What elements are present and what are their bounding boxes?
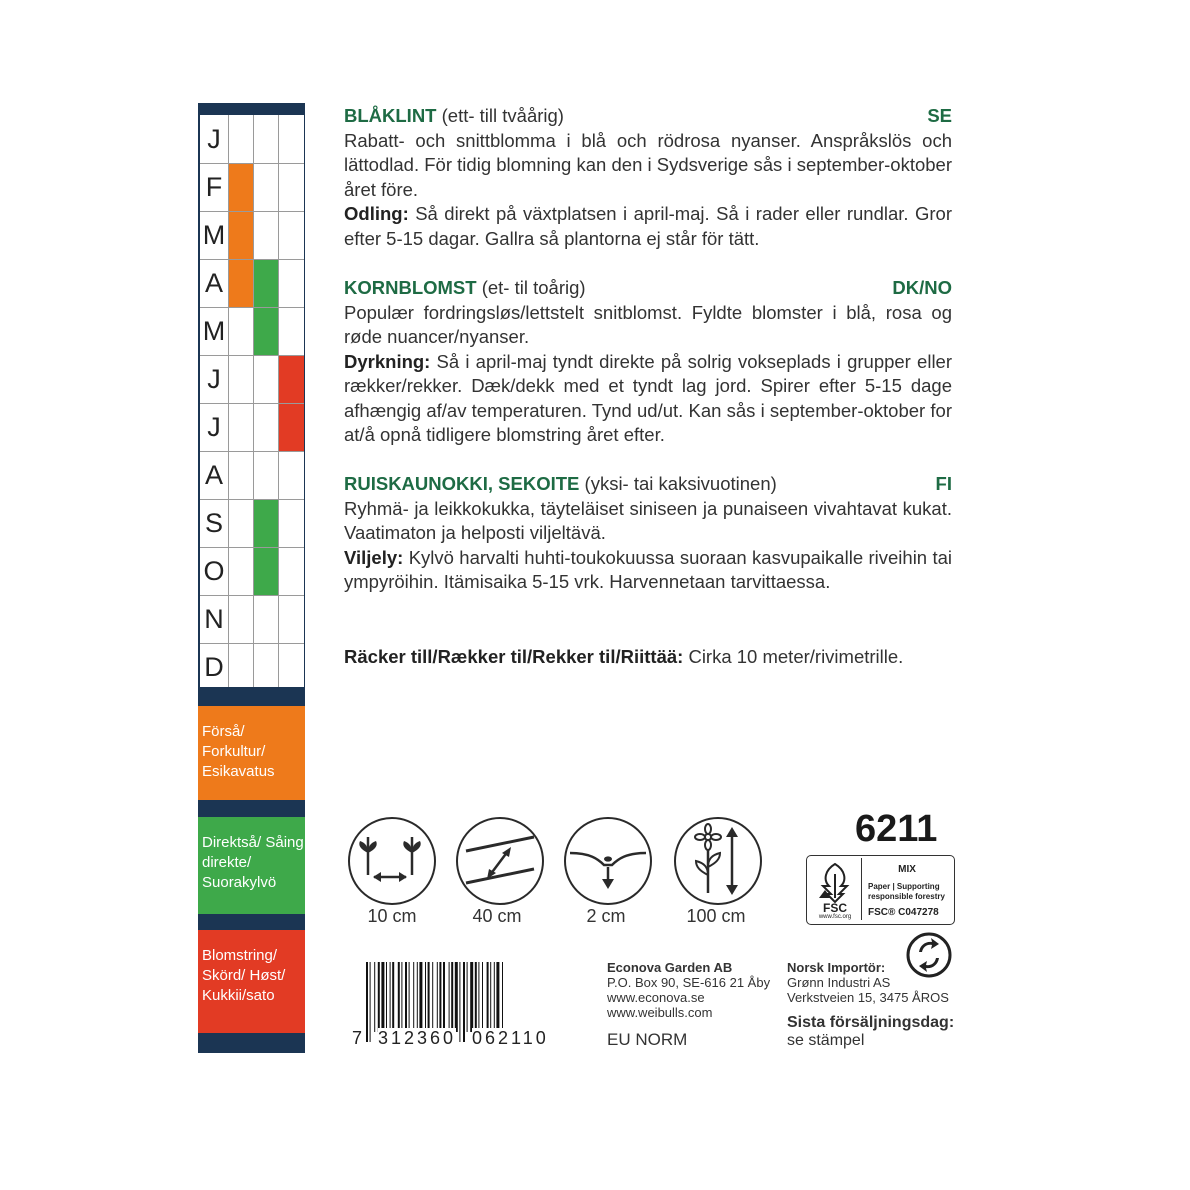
section-title: RUISKAUNOKKI, SEKOITE [344, 473, 580, 494]
barcode-bar [374, 962, 375, 1032]
month-may: M [202, 316, 226, 346]
grid-line [253, 115, 254, 687]
sowing-depth-icon [562, 815, 654, 907]
section-finnish [344, 472, 952, 595]
cultivation-text [344, 546, 952, 595]
barcode-bar [443, 962, 445, 1032]
sowing-calendar [200, 115, 304, 687]
barcode-bar [398, 962, 400, 1032]
plant-spacing-label: 10 cm [367, 906, 417, 926]
sell-by-value: se stämpel [787, 1032, 865, 1049]
legend-bloom: Blomstring/ Skörd/ Høst/ Kukkii/sato [198, 930, 305, 1033]
month-apr: A [204, 268, 223, 298]
barcode-bar [502, 962, 503, 1032]
barcode-bar [455, 962, 458, 1032]
barcode-left-group: 312360 [378, 1028, 457, 1048]
barcode-bar [390, 962, 391, 1032]
sell-by-label: Sista försäljningsdag: [787, 1014, 955, 1031]
fsc-info [861, 858, 952, 920]
month-feb: F [205, 172, 223, 202]
barcode-bar [392, 962, 394, 1032]
barcode-first-digit: 7 [352, 1028, 363, 1048]
section-subtitle: (et- til toårig) [481, 277, 586, 298]
barcode-bar [459, 962, 460, 1042]
company-website-econova: www.econova.se [607, 990, 705, 1005]
barcode-bar [439, 962, 441, 1032]
barcode-bar [478, 962, 479, 1032]
barcode-bar [425, 962, 426, 1032]
fsc-site: www.fsc.org [818, 914, 852, 920]
company-info [607, 960, 782, 1020]
cultivation-body: Så direkt på växtplatsen i april-maj. Så i rader eller rundlar. Gror efter 5-15 dagar. Gallra så plantorna ej står för tätt. [344, 203, 953, 249]
month-sep: S [204, 508, 223, 538]
plant-height-label: 100 cm [686, 906, 746, 926]
language-code: FI [935, 473, 952, 494]
month-jan: J [207, 124, 221, 154]
section-heading [344, 472, 952, 497]
fsc-forestry-line: responsible forestry [868, 892, 945, 901]
month-jul: J [207, 412, 221, 442]
grid-line [278, 115, 279, 687]
fsc-tree-logo [813, 860, 857, 920]
company-name: Econova Garden AB [607, 960, 733, 975]
language-code: SE [927, 105, 952, 126]
row-spacing-label: 40 cm [472, 906, 522, 926]
importer-info [787, 960, 962, 1005]
section-danish-norwegian [344, 276, 952, 448]
sell-by-info [787, 1014, 954, 1050]
company-address: P.O. Box 90, SE-616 21 Åby [607, 975, 771, 990]
importer-name: Grønn Industri AS [787, 975, 891, 990]
cultivation-label: Viljely: [344, 546, 404, 568]
cultivation-body: Så i april-maj tyndt direkte på solrig vokseplads i grupper eller rækker/rekker. Dæk/dekk med et tyndt lag jord. Spirer efter 5-15 dage afhængig af/av temperaturen. Tynd ud/ut. Kan sås i september-oktober for at/å opnå tidligere blomstring året efter. [344, 350, 953, 445]
product-code: 6211 [855, 808, 938, 850]
company-website-weibulls: www.weibulls.com [607, 1005, 713, 1020]
barcode-bar [378, 962, 380, 1032]
row-spacing-icon [454, 815, 546, 907]
language-code: DK/NO [892, 277, 952, 298]
barcode-bar [470, 962, 473, 1032]
barcode-bar [413, 962, 414, 1032]
cultivation-body: Kylvö harvalti huhti-toukokuussa suoraan kasvupaikalle riveihin tai ympyröihin. Itämisaika 5-15 vrk. Harvennetaan tarvittaessa. [344, 546, 952, 592]
barcode [352, 962, 574, 1052]
description: Ryhmä- ja leikkokukka, täyteläiset siniseen ja punaiseen vivahtavat kukat. Vaatimaton ja helposti viljeltävä. [344, 497, 952, 543]
barcode-bar [428, 962, 430, 1032]
barcode-bar [432, 962, 433, 1032]
barcode-bar [437, 962, 438, 1032]
barcode-bar [487, 962, 489, 1032]
cultivation-text [344, 350, 952, 448]
presow-bar [228, 163, 253, 307]
coverage-label: Räcker till/Rækker til/Rekker til/Riittää: [344, 646, 684, 667]
barcode-bar [417, 962, 418, 1032]
fsc-label [806, 855, 955, 925]
month-oct: O [203, 556, 225, 586]
month-mar: M [202, 220, 226, 250]
barcode-bar [405, 962, 407, 1032]
barcode-bar [366, 962, 368, 1042]
barcode-bar [401, 962, 402, 1032]
section-subtitle: (yksi- tai kaksivuotinen) [584, 473, 777, 494]
legend-direct-sow: Direktså/ Såing direkte/ Suorakylvö [198, 817, 305, 914]
section-subtitle: (ett- till tvåårig) [441, 105, 564, 126]
month-nov: N [204, 604, 224, 634]
description: Populær fordringsløs/lettstelt snitblomst. Fyldte blomster i blå, rosa og røde nuancer/nyanser. [344, 301, 952, 347]
month-aug: A [204, 460, 223, 490]
barcode-bar [386, 962, 387, 1032]
section-heading [344, 276, 952, 301]
fsc-mix: MIX [898, 864, 916, 875]
eu-norm: EU NORM [607, 1030, 688, 1049]
importer-address: Verkstveien 15, 3475 ÅROS [787, 990, 949, 1005]
barcode-bar [381, 962, 384, 1032]
description: Rabatt- och snittblomma i blå och rödrosa nyanser. Anspråkslös och lättodlad. För tidig blomning kan den i Sydsverige sås i september-oktober året före. [344, 129, 952, 200]
barcode-bar [463, 962, 465, 1042]
section-swedish [344, 104, 952, 251]
legend-presow: Förså/ Forkultur/ Esikavatus [198, 706, 305, 800]
barcode-right-group: 062110 [472, 1028, 549, 1048]
barcode-bar [490, 962, 491, 1032]
month-jun: J [207, 364, 221, 394]
coverage-line [344, 645, 952, 670]
barcode-bar [496, 962, 499, 1032]
barcode-bar [467, 962, 468, 1032]
barcode-bar [482, 962, 483, 1032]
importer-label: Norsk Importör: [787, 960, 886, 975]
barcode-bar [451, 962, 453, 1032]
barcode-bar [449, 962, 450, 1032]
barcode-bar [409, 962, 410, 1032]
plant-height-icon [672, 815, 764, 907]
barcode-bar [370, 962, 371, 1042]
sowing-depth-label: 2 cm [586, 906, 626, 926]
fsc-mark: FSC [823, 901, 847, 915]
fsc-paper-line: Paper | Supporting [868, 882, 940, 891]
cultivation-text [344, 202, 952, 251]
section-title: BLÅKLINT [344, 105, 437, 126]
barcode-bar [475, 962, 477, 1032]
plant-spacing-icon [346, 815, 438, 907]
fsc-license-code: FSC® C047278 [868, 907, 939, 918]
grid-line [228, 115, 229, 687]
section-title: KORNBLOMST [344, 277, 477, 298]
cultivation-label: Dyrkning: [344, 350, 431, 372]
month-dec: D [204, 652, 224, 682]
section-heading [344, 104, 952, 129]
cultivation-label: Odling: [344, 203, 409, 224]
coverage-value: Cirka 10 meter/rivimetrille. [688, 646, 904, 667]
barcode-bar [419, 962, 422, 1032]
barcode-bar [494, 962, 495, 1032]
